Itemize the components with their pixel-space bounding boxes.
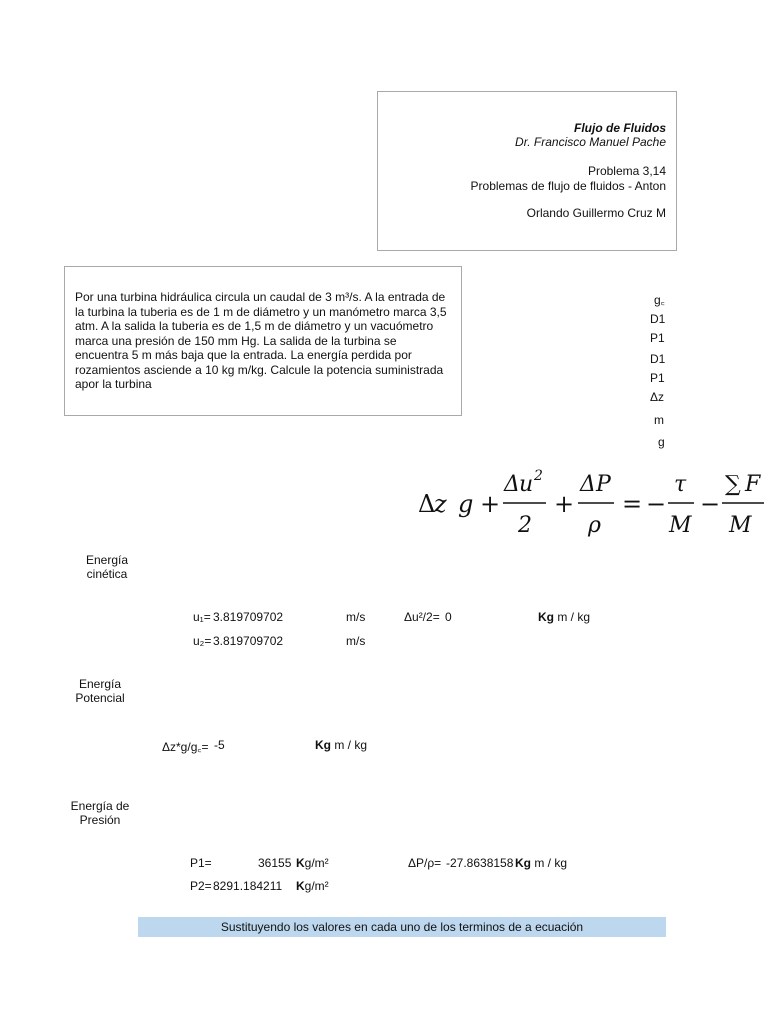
p1-unit (296, 856, 329, 870)
u2-value: 3.819709702 (213, 634, 284, 648)
variable-label: Δz (650, 390, 665, 404)
kinetic-title-line2: cinética (86, 567, 128, 581)
p2-unit-rest: g/m² (304, 879, 329, 893)
course-title: Flujo de Fluidos (574, 121, 666, 135)
p1-unit-bold: K (296, 856, 305, 870)
potential-title-line2: Potencial (75, 691, 125, 705)
p2-label: P2= (190, 879, 212, 893)
svg-text:g: g (458, 490, 474, 518)
kinetic-title-line1: Energía (85, 553, 129, 567)
svg-text:2: 2 (518, 513, 532, 538)
professor-name: Dr. Francisco Manuel Pache (515, 135, 666, 149)
substitution-banner: Sustituyendo los valores en cada uno de los terminos de a ecuación (138, 917, 666, 937)
p2-value: 8291.184211 (213, 879, 283, 893)
svg-text:=: = (622, 490, 643, 518)
delta-u-value: 0 (445, 610, 452, 624)
u1-unit: m/s (346, 610, 366, 624)
svg-text:P: P (596, 472, 611, 497)
svg-text:Δ: Δ (580, 472, 596, 497)
potential-unit-rest: m / kg (331, 738, 368, 752)
p1-unit-rest: g/m² (304, 856, 329, 870)
svg-text:∑: ∑ (725, 472, 741, 497)
svg-text:F: F (745, 472, 761, 497)
u1-label: u₁= (193, 610, 211, 624)
u2-label: u₂= (193, 634, 212, 648)
kinetic-energy-title (60, 553, 154, 581)
energy-balance-equation (418, 462, 768, 542)
variable-label: D1 (650, 312, 666, 326)
svg-text:z: z (434, 490, 447, 518)
potential-energy-title (53, 677, 147, 705)
variable-label: P1 (650, 331, 665, 345)
pressure-title-line1: Energía de (70, 799, 130, 813)
svg-text:2: 2 (534, 468, 543, 484)
pressure-title-line2: Presión (79, 813, 121, 827)
u1-value: 3.819709702 (213, 610, 284, 624)
header-box (377, 91, 677, 251)
potential-title-line1: Energía (78, 677, 122, 691)
variable-label: P1 (650, 371, 665, 385)
svg-text:Δ: Δ (418, 490, 436, 518)
p1-value: 36155 (258, 856, 292, 870)
delta-p-unit-rest: m / kg (531, 856, 568, 870)
svg-text:ρ: ρ (588, 513, 601, 538)
svg-text:+: + (480, 490, 501, 518)
delta-u-unit-bold: Kg (538, 610, 554, 624)
problem-number: Problema 3,14 (587, 164, 666, 178)
potential-value: -5 (214, 738, 225, 752)
variable-label: g (658, 435, 665, 449)
p1-label: P1= (190, 856, 212, 870)
delta-p-unit (515, 856, 567, 870)
p2-unit (296, 879, 329, 893)
problem-text: Por una turbina hidráulica circula un caudal de 3 m³/s. A la entrada de la turbina la tuberia es de 1 m de diámetro y un manómetro marca 3,5 atm. A la salida la tuberia es de 1,5 m de diámetro y un vacuómetro marca una presión de 150 mm Hg. La salida de la turbina se encuentra 5 m más baja que la entrada. La energía perdida por rozamientos asciende a 10 kg m/kg. Calcule la potencia suministrada apor la turbina (75, 290, 447, 391)
svg-text:τ: τ (674, 472, 687, 497)
delta-u-unit (538, 610, 590, 624)
delta-p-label: ΔP/ρ= (408, 856, 442, 870)
p2-unit-bold: K (296, 879, 305, 893)
svg-text:M: M (669, 513, 692, 538)
problem-source: Problemas de flujo de fluidos - Anton (470, 179, 666, 193)
potential-label: Δz*g/g꜀= (162, 740, 209, 754)
svg-text:−: − (646, 490, 667, 518)
student-name: Orlando Guillermo Cruz M (526, 206, 666, 220)
u2-unit: m/s (346, 634, 366, 648)
variable-label: D1 (650, 352, 666, 366)
svg-text:u: u (519, 472, 534, 497)
variable-label: g꜀ (654, 293, 665, 307)
problem-statement (64, 266, 462, 416)
svg-text:Δ: Δ (504, 472, 520, 497)
variable-label: m (654, 413, 664, 427)
delta-u-unit-rest: m / kg (554, 610, 591, 624)
pressure-energy-title (53, 799, 147, 827)
svg-text:−: − (700, 490, 721, 518)
svg-text:+: + (554, 490, 575, 518)
delta-u-label: Δu²/2= (404, 610, 440, 624)
delta-p-value: -27.8638158 (446, 856, 514, 870)
potential-unit (315, 738, 367, 752)
potential-unit-bold: Kg (315, 738, 331, 752)
delta-p-unit-bold: Kg (515, 856, 531, 870)
svg-text:M: M (729, 513, 752, 538)
